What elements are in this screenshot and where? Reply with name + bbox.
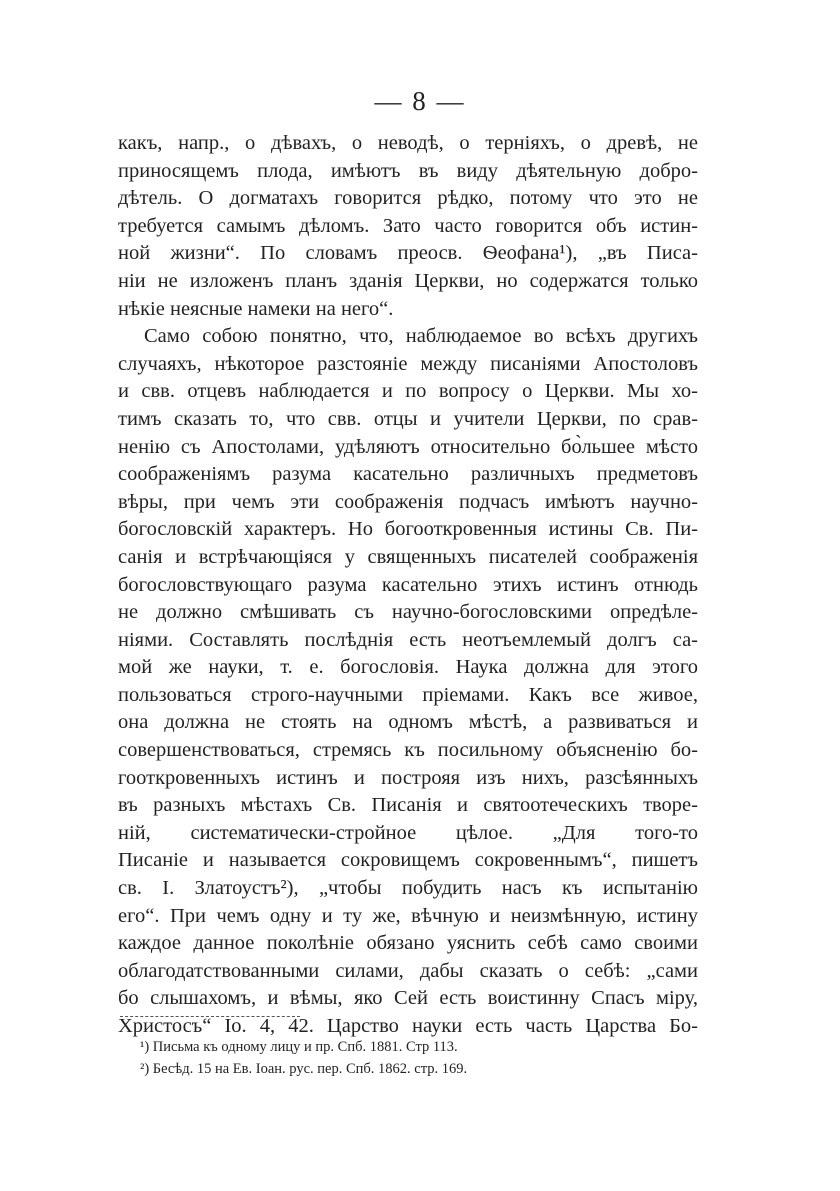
text-line: пользоваться строго-научными пріемами. Какъ все живое, [118,683,698,706]
text-line: богословскій характеръ. Но богооткровенныя истины Св. Пи- [118,518,698,541]
text-line: ній, систематически-стройное цѣлое. „Для того-то [118,821,698,844]
text-line: ненію съ Апостолами, удѣляютъ относительно бо̀льшее мѣсто [118,435,698,458]
text-line: тимъ сказать то, что свв. отцы и учители Церкви, по срав- [118,407,698,430]
text-line: приносящемъ плода, имѣютъ въ виду дѣятельную добро- [118,159,698,182]
text-line: Христосъ“ Іо. 4, 42. Царство науки есть часть Царства Бо- [118,1015,698,1037]
text-line: не должно смѣшивать съ научно-богословскими опредѣле- [118,601,698,624]
text-line: соображеніямъ разума касательно различныхъ предметовъ [118,463,698,486]
text-line: св. І. Златоустъ²), „чтобы побудить насъ къ испытанію [118,877,698,900]
text-line: ніями. Составлять послѣднія есть неотъемлемый долгъ са- [118,628,698,651]
text-line: вѣры, при чемъ эти соображенія подчасъ имѣютъ научно- [118,490,698,513]
text-line: каждое данное поколѣніе обязано уяснить себѣ само своими [118,932,698,955]
text-line: ніи не изложенъ планъ зданія Церкви, но содержатся только [118,269,698,292]
body-text [118,130,698,1041]
text-line: она должна не стоять на одномъ мѣстѣ, а развиваться и [118,711,698,734]
text-line: его“. При чемъ одну и ту же, вѣчную и неизмѣнную, истину [118,904,698,927]
text-line: какъ, напр., о дѣвахъ, о неводѣ, о терніяхъ, о древѣ, не [118,132,698,154]
footnote-2: ²) Бесѣд. 15 на Ев. Іоан. рус. пер. Спб. 1862. стр. 169. [140,1061,468,1077]
text-line: дѣтель. О догматахъ говорится рѣдко, потому что это не [118,187,698,210]
page-number: — 8 — [374,86,466,116]
text-line: въ разныхъ мѣстахъ Св. Писанія и святоотеческихъ творе- [118,794,698,817]
text-line: богословствующаго разума касательно этихъ истинъ отнюдь [118,573,698,596]
text-line: случаяхъ, нѣкоторое разстояніе между писаніями Апостоловъ [118,352,698,375]
text-line: Писаніе и называется сокровищемъ сокровеннымъ“, пишетъ [118,849,698,872]
paragraph-start-line: Само собою понятно, что, наблюдаемое во всѣхъ другихъ [144,325,698,348]
text-line: требуется самымъ дѣломъ. Зато часто говорится объ истин- [118,214,698,237]
text-line: и свв. отцевъ наблюдается и по вопросу о Церкви. Мы хо- [118,380,698,403]
footnotes [140,1036,660,1080]
text-line: совершенствоваться, стремясь къ посильному объясненію бо- [118,739,698,762]
text-line: мой же науки, т. е. богословія. Наука должна для этого [118,656,698,679]
footnote-separator [120,1016,300,1017]
text-line: санія и встрѣчающіяся у священныхъ писателей соображенія [118,545,698,568]
text-line: облагодатствованными силами, дабы сказать о себѣ: „сами [118,959,698,982]
paragraph-end-line: нѣкіе неясные намеки на него“. [118,297,394,320]
text-line: гооткровенныхъ истинъ и построяя изъ нихъ, разсѣянныхъ [118,766,698,789]
text-line: бо слышахомъ, и вѣмы, яко Сей есть воистинну Спасъ міру, [118,987,698,1010]
text-line: ной жизни“. По словамъ преосв. Ѳеофана¹), „въ Писа- [118,242,698,265]
footnote-1: ¹) Письма къ одному лицу и пр. Спб. 1881. Стр 113. [140,1039,458,1055]
